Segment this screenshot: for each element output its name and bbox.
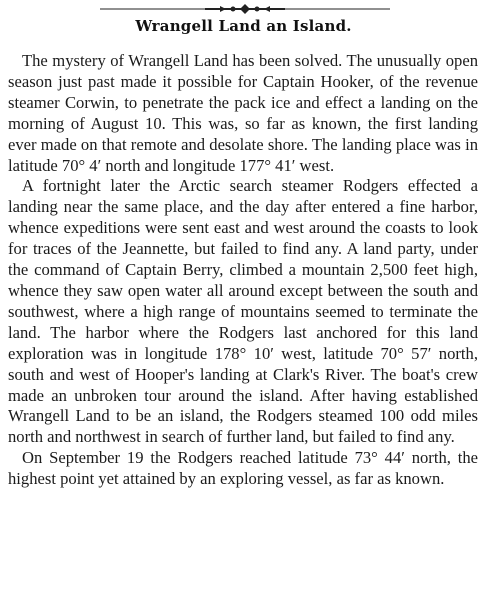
article-paragraph-1: The mystery of Wrangell Land has been solved. The unusually open season just past made it possible for Captain Hooker, of the revenue steamer Corwin, to penetrate the pack ice and effect a landing on the morning of August 10. This was, so far as known, the first landing ever made on that remote and desolate shore. The landing place was in latitude 70° 4′ north and longitude 177° 41′ west. xyxy=(8,51,478,175)
article-paragraph-2: A fortnight later the Arctic search steamer Rodgers effected a landing near the same place, and the day after entered a fine harbor, whence expeditions were sent east and west around the coasts to look for traces of the Jeannette, but failed to find any. A land party, under the command of Captain Berry, climbed a mountain 2,500 feet high, whence they saw open water all around except between the south and southwest, where a high range of mountains seemed to terminate the land. The harbor where the Rodgers last anchored for this land exploration was in longitude 178° 10′ west, latitude 70° 57′ north, south and west of Hooper's landing at Clark's River. The boat's crew made an unbroken tour around the island. After having established Wrangell Land to be an island, the Rodgers steamed 100 odd miles north and northwest in search of further land, but failed to find any. xyxy=(8,176,478,447)
rule-ornament-icon xyxy=(100,4,390,14)
article-body xyxy=(8,51,478,490)
article-paragraph-3: On September 19 the Rodgers reached latitude 73° 44′ north, the highest point yet attained by an exploring vessel, as far as known. xyxy=(8,448,478,489)
article-headline: Wrangell Land an Island. xyxy=(135,17,352,35)
